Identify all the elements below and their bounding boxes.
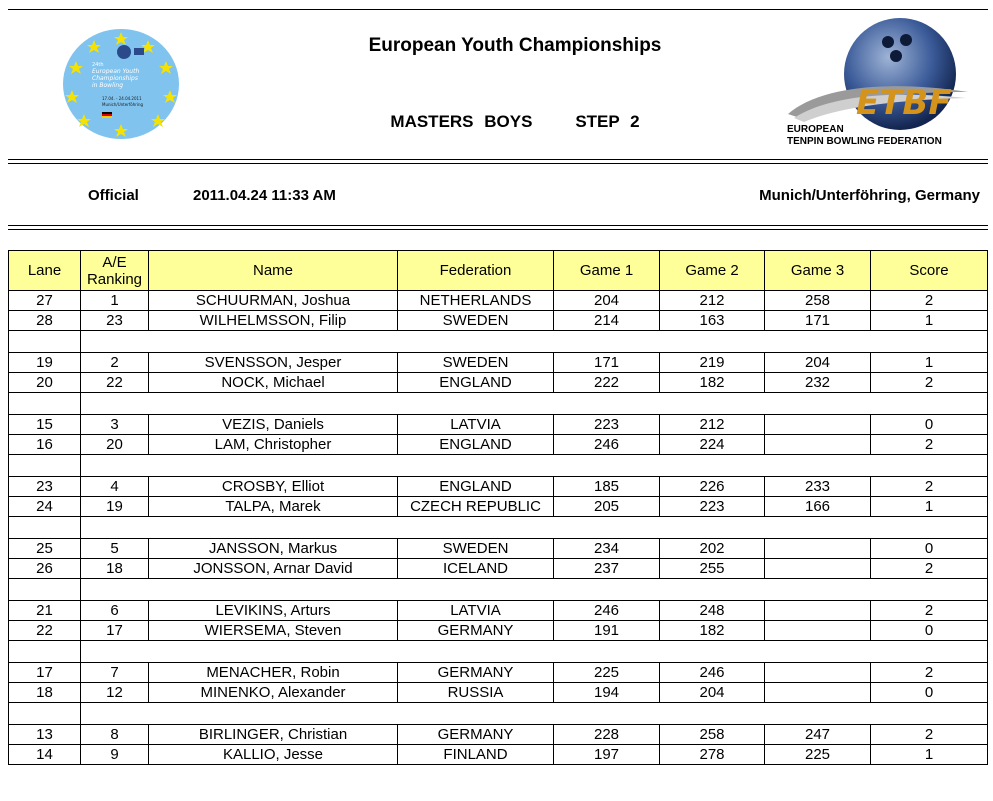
cell-lane: 24 <box>9 497 81 517</box>
cell-game2: 182 <box>660 373 765 393</box>
cell-game3: 232 <box>765 373 871 393</box>
cell-name: WIERSEMA, Steven <box>149 621 398 641</box>
cell-game1: 205 <box>554 497 660 517</box>
cell-ranking: 5 <box>81 539 149 559</box>
table-row <box>9 477 988 497</box>
cell-game2: 212 <box>660 415 765 435</box>
cell-name: NOCK, Michael <box>149 373 398 393</box>
results-table <box>8 250 988 765</box>
info-rule-2 <box>8 229 988 230</box>
cell-game2: 255 <box>660 559 765 579</box>
cell-game1: 225 <box>554 663 660 683</box>
cell-federation: LATVIA <box>398 415 554 435</box>
cell-score: 1 <box>871 311 988 331</box>
cell-score: 0 <box>871 683 988 703</box>
etbf-caption <box>787 124 942 148</box>
cell-game1: 234 <box>554 539 660 559</box>
cell-name: TALPA, Marek <box>149 497 398 517</box>
etbf-caption-line2: TENPIN BOWLING FEDERATION <box>787 136 942 147</box>
emblem-line-1: 24th <box>92 62 104 68</box>
cell-game2: 226 <box>660 477 765 497</box>
cell-federation: GERMANY <box>398 621 554 641</box>
cell-lane: 18 <box>9 683 81 703</box>
column-header-ranking-text: A/E Ranking <box>86 253 143 288</box>
cell-game3 <box>765 601 871 621</box>
results-body <box>9 291 988 765</box>
cell-game3: 204 <box>765 353 871 373</box>
cell-lane: 13 <box>9 725 81 745</box>
cell-score: 0 <box>871 539 988 559</box>
table-row <box>9 663 988 683</box>
cell-game2: 248 <box>660 601 765 621</box>
emblem-line-5: 17.04. - 24.04.2011 <box>102 96 142 101</box>
cell-score: 2 <box>871 663 988 683</box>
cell-score: 2 <box>871 373 988 393</box>
cell-game2: 258 <box>660 725 765 745</box>
cell-lane: 19 <box>9 353 81 373</box>
cell-game3 <box>765 683 871 703</box>
table-row <box>9 415 988 435</box>
cell-score: 2 <box>871 601 988 621</box>
cell-ranking: 2 <box>81 353 149 373</box>
championship-emblem-logo <box>62 28 180 140</box>
top-rule <box>8 9 988 10</box>
cell-ranking: 6 <box>81 601 149 621</box>
column-header-game1: Game 1 <box>554 251 660 291</box>
cell-game1: 197 <box>554 745 660 765</box>
table-row <box>9 621 988 641</box>
cell-score: 2 <box>871 559 988 579</box>
group-separator-row <box>9 331 988 353</box>
cell-lane: 17 <box>9 663 81 683</box>
table-row <box>9 601 988 621</box>
cell-federation: GERMANY <box>398 725 554 745</box>
cell-federation: ENGLAND <box>398 373 554 393</box>
group-separator-row <box>9 641 988 663</box>
column-header-score: Score <box>871 251 988 291</box>
cell-game1: 194 <box>554 683 660 703</box>
column-header-game2: Game 2 <box>660 251 765 291</box>
cell-game1: 246 <box>554 601 660 621</box>
page-title: European Youth Championships <box>368 35 662 56</box>
cell-score: 0 <box>871 621 988 641</box>
table-row <box>9 373 988 393</box>
cell-game2: 182 <box>660 621 765 641</box>
separator-cell <box>81 393 988 415</box>
cell-game2: 163 <box>660 311 765 331</box>
cell-name: MINENKO, Alexander <box>149 683 398 703</box>
cell-game1: 185 <box>554 477 660 497</box>
cell-ranking: 1 <box>81 291 149 311</box>
cell-lane: 15 <box>9 415 81 435</box>
header-rule-2 <box>8 163 988 164</box>
column-header-game3: Game 3 <box>765 251 871 291</box>
table-row <box>9 683 988 703</box>
column-header-name: Name <box>149 251 398 291</box>
cell-game2: 212 <box>660 291 765 311</box>
separator-cell <box>9 703 81 725</box>
cell-score: 1 <box>871 497 988 517</box>
etbf-caption-line1: EUROPEAN <box>787 124 844 135</box>
cell-game1: 204 <box>554 291 660 311</box>
cell-lane: 27 <box>9 291 81 311</box>
cell-game3 <box>765 415 871 435</box>
cell-game2: 202 <box>660 539 765 559</box>
separator-cell <box>81 455 988 477</box>
cell-federation: SWEDEN <box>398 353 554 373</box>
cell-name: KALLIO, Jesse <box>149 745 398 765</box>
cell-lane: 25 <box>9 539 81 559</box>
cell-score: 1 <box>871 745 988 765</box>
separator-cell <box>81 703 988 725</box>
group-separator-row <box>9 393 988 415</box>
cell-lane: 26 <box>9 559 81 579</box>
cell-game2: 246 <box>660 663 765 683</box>
cell-lane: 28 <box>9 311 81 331</box>
cell-game3: 247 <box>765 725 871 745</box>
separator-cell <box>9 393 81 415</box>
table-row <box>9 435 988 455</box>
cell-game3: 225 <box>765 745 871 765</box>
separator-cell <box>81 641 988 663</box>
cell-lane: 22 <box>9 621 81 641</box>
group-separator-row <box>9 579 988 601</box>
cell-name: SCHUURMAN, Joshua <box>149 291 398 311</box>
column-header-ranking <box>81 251 149 291</box>
cell-score: 1 <box>871 353 988 373</box>
emblem-line-6: Munich/Unterföhring <box>102 102 144 107</box>
cell-ranking: 3 <box>81 415 149 435</box>
cell-ranking: 20 <box>81 435 149 455</box>
cell-game1: 246 <box>554 435 660 455</box>
emblem-line-3: Championships <box>92 75 138 82</box>
cell-name: SVENSSON, Jesper <box>149 353 398 373</box>
cell-game3: 166 <box>765 497 871 517</box>
emblem-line-2: European Youth <box>92 68 140 75</box>
table-row <box>9 353 988 373</box>
cell-game1: 237 <box>554 559 660 579</box>
cell-ranking: 9 <box>81 745 149 765</box>
cell-name: CROSBY, Elliot <box>149 477 398 497</box>
separator-cell <box>9 517 81 539</box>
cell-game3 <box>765 663 871 683</box>
cell-name: JANSSON, Markus <box>149 539 398 559</box>
group-separator-row <box>9 455 988 477</box>
table-row <box>9 725 988 745</box>
header-rule-1 <box>8 159 988 160</box>
cell-game3 <box>765 621 871 641</box>
cell-ranking: 18 <box>81 559 149 579</box>
cell-game1: 228 <box>554 725 660 745</box>
group-separator-row <box>9 703 988 725</box>
cell-name: MENACHER, Robin <box>149 663 398 683</box>
info-rule-1 <box>8 225 988 226</box>
cell-name: JONSSON, Arnar David <box>149 559 398 579</box>
group-separator-row <box>9 517 988 539</box>
cell-federation: ENGLAND <box>398 477 554 497</box>
cell-name: LEVIKINS, Arturs <box>149 601 398 621</box>
cell-federation: RUSSIA <box>398 683 554 703</box>
event-subtitle: MASTERS BOYS STEP 2 <box>390 112 640 131</box>
cell-game3: 233 <box>765 477 871 497</box>
cell-game1: 191 <box>554 621 660 641</box>
cell-score: 2 <box>871 435 988 455</box>
table-row <box>9 559 988 579</box>
cell-ranking: 7 <box>81 663 149 683</box>
cell-score: 2 <box>871 725 988 745</box>
cell-federation: ICELAND <box>398 559 554 579</box>
column-header-federation: Federation <box>398 251 554 291</box>
cell-game3: 258 <box>765 291 871 311</box>
emblem-line-4: in Bowling <box>92 82 124 89</box>
cell-game2: 219 <box>660 353 765 373</box>
cell-game2: 224 <box>660 435 765 455</box>
cell-federation: ENGLAND <box>398 435 554 455</box>
cell-lane: 20 <box>9 373 81 393</box>
cell-game3: 171 <box>765 311 871 331</box>
table-row <box>9 497 988 517</box>
cell-lane: 23 <box>9 477 81 497</box>
cell-game3 <box>765 559 871 579</box>
event-location: Munich/Unterföhring, Germany <box>759 187 980 204</box>
cell-game1: 222 <box>554 373 660 393</box>
cell-game3 <box>765 539 871 559</box>
table-row <box>9 291 988 311</box>
table-row <box>9 539 988 559</box>
separator-cell <box>9 641 81 663</box>
cell-lane: 14 <box>9 745 81 765</box>
cell-lane: 16 <box>9 435 81 455</box>
separator-cell <box>9 579 81 601</box>
column-header-lane: Lane <box>9 251 81 291</box>
separator-cell <box>81 579 988 601</box>
cell-game2: 278 <box>660 745 765 765</box>
report-datetime: 2011.04.24 11:33 AM <box>193 187 336 204</box>
cell-name: WILHELMSSON, Filip <box>149 311 398 331</box>
cell-game1: 171 <box>554 353 660 373</box>
cell-federation: NETHERLANDS <box>398 291 554 311</box>
cell-ranking: 17 <box>81 621 149 641</box>
cell-federation: LATVIA <box>398 601 554 621</box>
table-row <box>9 745 988 765</box>
table-header-row <box>9 251 988 291</box>
cell-federation: GERMANY <box>398 663 554 683</box>
cell-game2: 204 <box>660 683 765 703</box>
cell-ranking: 4 <box>81 477 149 497</box>
cell-name: LAM, Christopher <box>149 435 398 455</box>
cell-name: BIRLINGER, Christian <box>149 725 398 745</box>
cell-score: 2 <box>871 477 988 497</box>
cell-federation: FINLAND <box>398 745 554 765</box>
cell-ranking: 12 <box>81 683 149 703</box>
separator-cell <box>9 331 81 353</box>
cell-ranking: 19 <box>81 497 149 517</box>
table-row <box>9 311 988 331</box>
separator-cell <box>81 517 988 539</box>
cell-game1: 214 <box>554 311 660 331</box>
cell-score: 0 <box>871 415 988 435</box>
separator-cell <box>9 455 81 477</box>
cell-ranking: 22 <box>81 373 149 393</box>
status-label: Official <box>88 187 139 204</box>
cell-name: VEZIS, Daniels <box>149 415 398 435</box>
cell-lane: 21 <box>9 601 81 621</box>
etbf-mark: ETBF <box>856 83 952 123</box>
cell-federation: SWEDEN <box>398 311 554 331</box>
cell-ranking: 23 <box>81 311 149 331</box>
separator-cell <box>81 331 988 353</box>
cell-game2: 223 <box>660 497 765 517</box>
cell-ranking: 8 <box>81 725 149 745</box>
cell-game1: 223 <box>554 415 660 435</box>
cell-score: 2 <box>871 291 988 311</box>
cell-game3 <box>765 435 871 455</box>
cell-federation: CZECH REPUBLIC <box>398 497 554 517</box>
cell-federation: SWEDEN <box>398 539 554 559</box>
